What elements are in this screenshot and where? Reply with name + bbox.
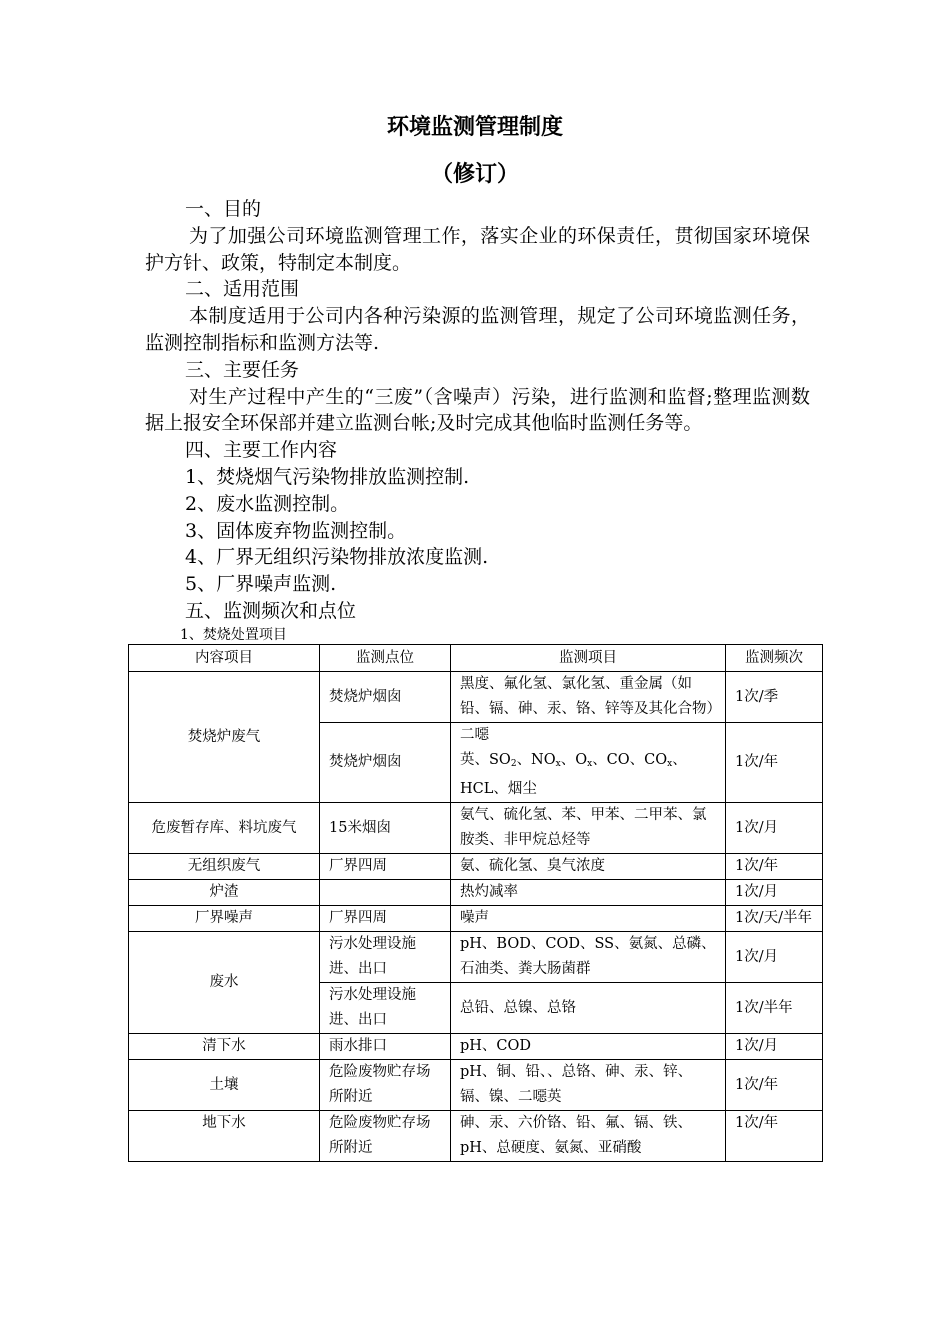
cell-point: 厂界四周 (320, 854, 451, 880)
cell-category: 危废暂存库、料坑废气 (129, 803, 320, 854)
cell-frequency: 1次/半年 (726, 983, 823, 1034)
list-item: 5、厂界噪声监测. (185, 573, 337, 596)
subscript: 2 (510, 759, 517, 769)
cell-frequency: 1次/季 (726, 672, 823, 723)
table-row (129, 880, 823, 906)
table-row (129, 672, 823, 723)
cell-category: 厂界噪声 (129, 906, 320, 932)
section-text-purpose: 为了加强公司环境监测管理工作，落实企业的环保责任，贯彻国家环境保护方针、政策，特制定本制度。 (145, 224, 810, 274)
section-heading-frequency: 五、监测频次和点位 (185, 599, 357, 622)
table-caption: 1、焚烧处置项目 (180, 627, 287, 643)
section-heading-content: 四、主要工作内容 (185, 439, 338, 462)
cell-point (320, 880, 451, 906)
cell-frequency: 1次/年 (726, 1111, 823, 1162)
cell-category: 无组织废气 (129, 854, 320, 880)
items-text: 、CO、CO (592, 752, 668, 768)
table-row (129, 906, 823, 932)
items-text: 、NO (516, 752, 556, 768)
cell-point: 厂界四周 (320, 906, 451, 932)
cell-frequency: 1次/年 (726, 854, 823, 880)
cell-point: 雨水排口 (320, 1034, 451, 1060)
subscript: x (587, 759, 593, 769)
cell-frequency: 1次/月 (726, 880, 823, 906)
cell-items: 噪声 (451, 906, 726, 932)
monitoring-table (128, 644, 823, 1162)
cell-items: 黑度、氟化氢、氯化氢、重金属（如铅、镉、砷、汞、铬、锌等及其化合物） (451, 672, 726, 723)
cell-point: 危险废物贮存场所附近 (320, 1111, 451, 1162)
table-row (129, 1034, 823, 1060)
cell-frequency: 1次/月 (726, 1034, 823, 1060)
subscript: x (555, 759, 561, 769)
section-heading-tasks: 三、主要任务 (185, 358, 300, 381)
table-header-row (129, 645, 823, 672)
list-item: 3、固体废弃物监测控制。 (185, 519, 407, 542)
cell-point: 焚烧炉烟囱 (320, 672, 451, 723)
header-category: 内容项目 (129, 645, 320, 672)
items-text: 二噁 (460, 727, 489, 743)
cell-items: pH、铜、铅、、总铬、砷、汞、锌、镉、镍、二噁英 (451, 1060, 726, 1111)
cell-items: 砷、汞、六价铬、铅、氟、镉、铁、pH、总硬度、氨氮、亚硝酸 (451, 1111, 726, 1162)
header-items: 监测项目 (451, 645, 726, 672)
section-heading-scope: 二、适用范围 (185, 278, 300, 301)
subscript: x (667, 759, 673, 769)
table-row (129, 854, 823, 880)
cell-point: 焚烧炉烟囱 (320, 723, 451, 803)
cell-frequency: 1次/月 (726, 803, 823, 854)
list-item: 4、厂界无组织污染物排放浓度监测. (185, 546, 489, 569)
cell-point: 15米烟囱 (320, 803, 451, 854)
list-item: 1、焚烧烟气污染物排放监测控制. (185, 465, 470, 488)
table-row (129, 932, 823, 983)
cell-point: 污水处理设施进、出口 (320, 983, 451, 1034)
cell-items: 氨、硫化氢、臭气浓度 (451, 854, 726, 880)
table-row (129, 1111, 823, 1162)
cell-category: 土壤 (129, 1060, 320, 1111)
cell-point: 危险废物贮存场所附近 (320, 1060, 451, 1111)
cell-category: 清下水 (129, 1034, 320, 1060)
section-heading-purpose: 一、目的 (185, 198, 262, 220)
list-item: 2、废水监测控制。 (185, 492, 350, 515)
cell-items: pH、BOD、COD、SS、氨氮、总磷、石油类、粪大肠菌群 (451, 932, 726, 983)
cell-frequency: 1次/天/半年 (726, 906, 823, 932)
cell-category: 焚烧炉废气 (129, 672, 320, 803)
cell-category: 废水 (129, 932, 320, 1034)
document-body (145, 196, 810, 625)
cell-frequency: 1次/月 (726, 932, 823, 983)
items-text: 、O (560, 752, 588, 768)
cell-frequency: 1次/年 (726, 1060, 823, 1111)
table-row (129, 803, 823, 854)
document-title: 环境监测管理制度 (386, 115, 563, 140)
header-point: 监测点位 (320, 645, 451, 672)
header-frequency: 监测频次 (726, 645, 823, 672)
section-text-scope: 本制度适用于公司内各种污染源的监测管理，规定了公司环境监测任务，监测控制指标和监测方法等. (145, 305, 810, 354)
items-text: 、HCL、烟尘 (460, 752, 687, 797)
cell-items: 热灼减率 (451, 880, 726, 906)
items-text: 英、SO (460, 752, 511, 768)
cell-items: 氨气、硫化氢、苯、甲苯、二甲苯、氯胺类、非甲烷总烃等 (451, 803, 726, 854)
document-subtitle: （修订） (430, 162, 519, 187)
cell-items (451, 723, 726, 803)
table-row (129, 1060, 823, 1111)
cell-items: pH、COD (451, 1034, 726, 1060)
cell-category: 地下水 (129, 1111, 320, 1162)
section-text-tasks: 对生产过程中产生的“三废”（含噪声）污染，进行监测和监督;整理监测数据上报安全环保部并建立监测台帐;及时完成其他临时监测任务等。 (145, 385, 810, 435)
cell-point: 污水处理设施进、出口 (320, 932, 451, 983)
cell-items: 总铅、总镍、总铬 (451, 983, 726, 1034)
cell-frequency: 1次/年 (726, 723, 823, 803)
cell-category: 炉渣 (129, 880, 320, 906)
